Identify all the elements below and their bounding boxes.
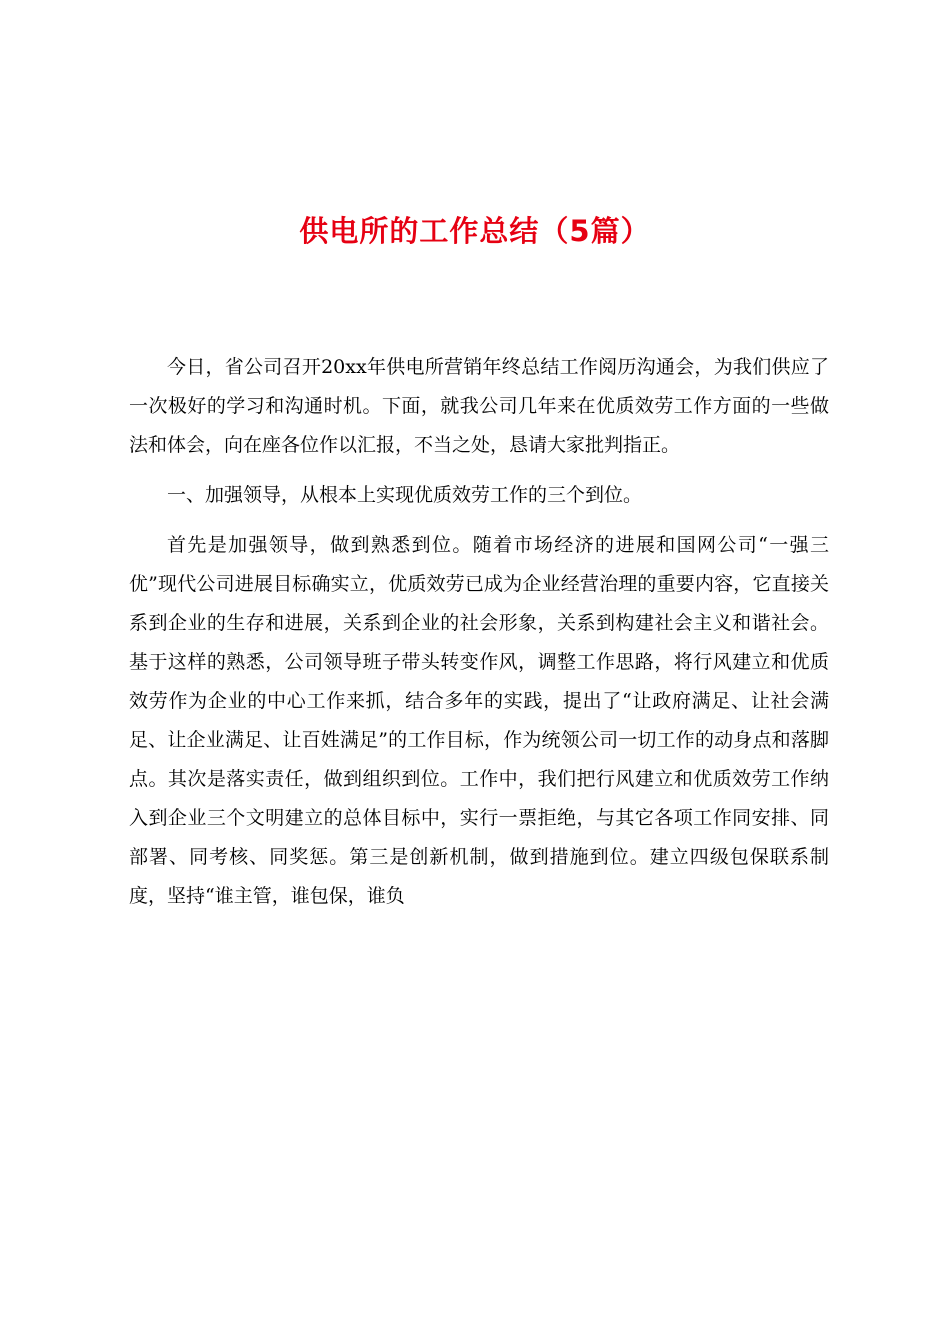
- paragraph-section-heading: 一、加强领导，从根本上实现优质效劳工作的三个到位。: [167, 484, 643, 506]
- paragraph-intro: 今日，省公司召开20xx年供电所营销年终总结工作阅历沟通会，为我们供应了一次极好的学习和沟通时机。下面，就我公司几年来在优质效劳工作方面的一些做法和体会，向在座各位作以汇报，不当之处，恳请大家批判指正。: [129, 356, 829, 456]
- document-body: [129, 348, 829, 916]
- paragraph-body: 首先是加强领导，做到熟悉到位。随着市场经济的进展和国网公司“一强三优”现代公司进展目标确实立，优质效劳已成为企业经营治理的重要内容，它直接关系到企业的生存和进展，关系到企业的社会形象，关系到构建社会主义和谐社会。基于这样的熟悉，公司领导班子带头转变作风，调整工作思路，将行风建立和优质效劳作为企业的中心工作来抓，结合多年的实践，提出了“让政府满足、让社会满足、让企业满足、让百姓满足”的工作目标，作为统领公司一切工作的动身点和落脚点。其次是落实责任，做到组织到位。工作中，我们把行风建立和优质效劳工作纳入到企业三个文明建立的总体目标中，实行一票拒绝，与其它各项工作同安排、同部署、同考核、同奖惩。第三是创新机制，做到措施到位。建立四级包保联系制度，坚持“谁主管，谁包保，谁负: [129, 534, 829, 907]
- document-title: 供电所的工作总结（5篇）: [299, 214, 651, 248]
